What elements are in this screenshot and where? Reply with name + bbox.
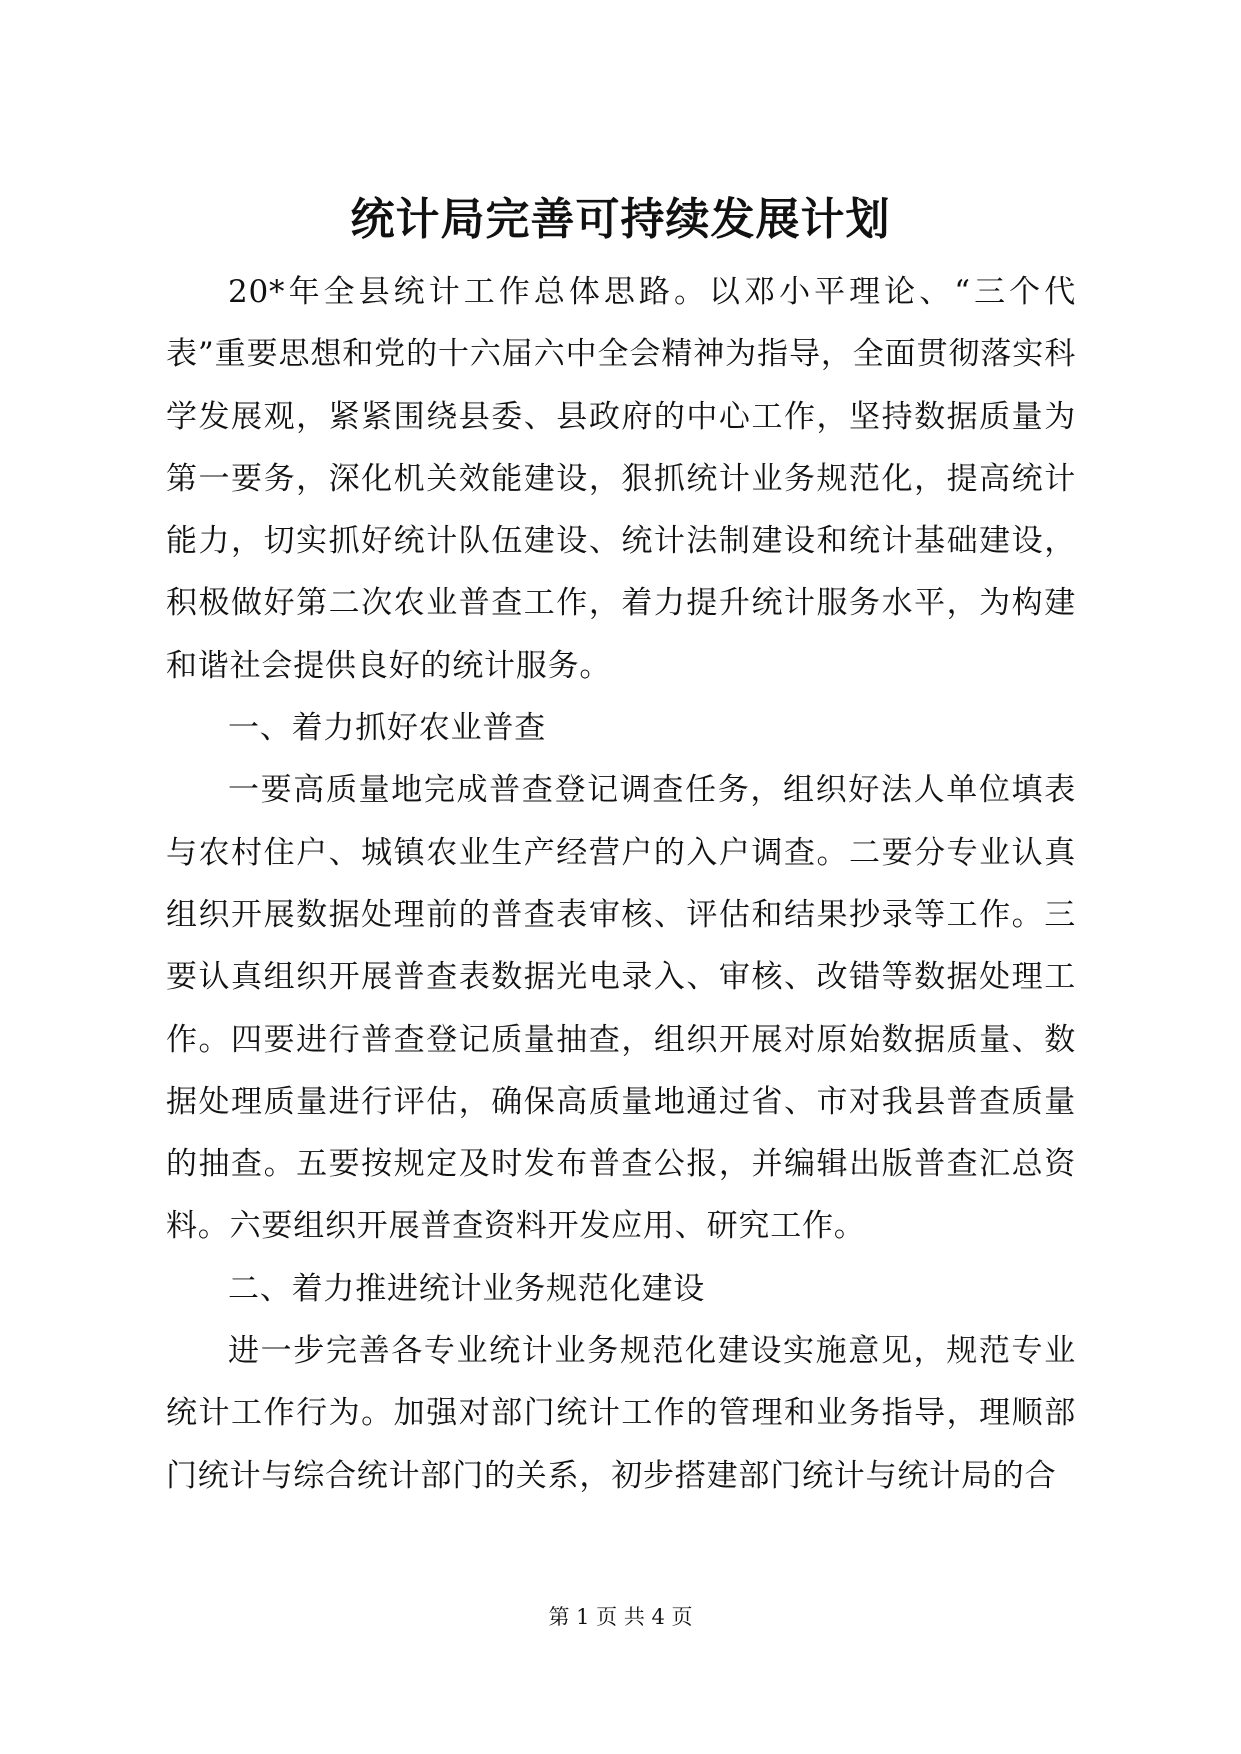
paragraph-standardization: 进一步完善各专业统计业务规范化建设实施意见，规范专业统计工作行为。加强对部门统计工作的管理和业务指导，理顺部门统计与综合统计部门的关系，初步搭建部门统计与统计局的合 (166, 1333, 1076, 1494)
paragraph-agriculture-census: 一要高质量地完成普查登记调查任务，组织好法人单位填表与农村住户、城镇农业生产经营户的入户调查。二要分专业认真组织开展数据处理前的普查表审核、评估和结果抄录等工作。三要认真组织开展普查表数据光电录入、审核、改错等数据处理工作。四要进行普查登记质量抽查，组织开展对原始数据质量、数据处理质量进行评估，确保高质量地通过省、市对我县普查质量的抽查。五要按规定及时发布普查公报，并编辑出版普查汇总资料。六要组织开展普查资料开发应用、研究工作。 (166, 772, 1076, 1245)
paragraph-overview: 20*年全县统计工作总体思路。以邓小平理论、“三个代表”重要思想和党的十六届六中全会精神为指导，全面贯彻落实科学发展观，紧紧围绕县委、县政府的中心工作，坚持数据质量为第一要务，深化机关效能建设，狠抓统计业务规范化，提高统计能力，切实抓好统计队伍建设、统计法制建设和统计基础建设，积极做好第二次农业普查工作，着力提升统计服务水平，为构建和谐社会提供良好的统计服务。 (166, 274, 1076, 684)
section-heading-1: 一、着力抓好农业普查 (228, 710, 546, 747)
section-heading-2: 二、着力推进统计业务规范化建设 (228, 1270, 705, 1307)
page-footer: 第 1 页 共 4 页 (548, 1605, 693, 1629)
document-title: 统计局完善可持续发展计划 (350, 194, 891, 245)
document-body (166, 261, 1076, 1507)
